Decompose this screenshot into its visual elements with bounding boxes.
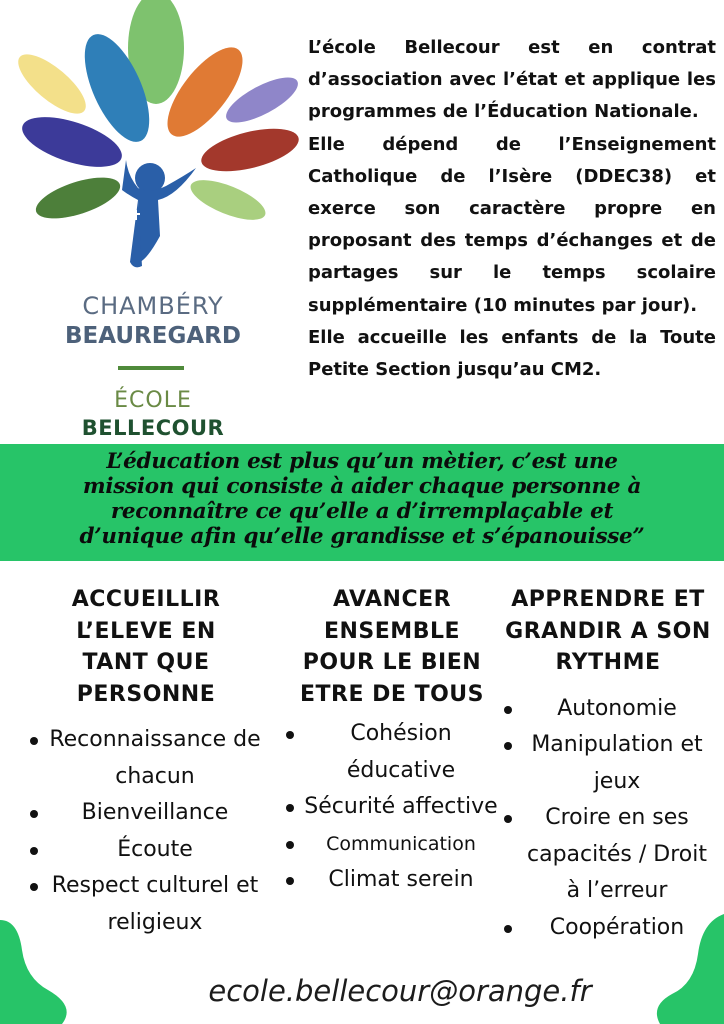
bullet-icon bbox=[504, 706, 512, 714]
column-title-line: PERSONNE bbox=[76, 681, 216, 707]
bullet-icon bbox=[30, 737, 38, 745]
list-item: Écoute bbox=[26, 832, 266, 869]
list-item: Manipulation et jeux bbox=[500, 727, 716, 800]
logo-city: CHAMBÉRY bbox=[82, 292, 224, 320]
bullet-icon bbox=[30, 883, 38, 891]
column-title-line: RYTHME bbox=[555, 650, 661, 675]
column-title-line: ETRE DE TOUS bbox=[299, 681, 485, 707]
decorative-blob-left-icon bbox=[0, 920, 80, 1024]
column-welcome bbox=[26, 584, 266, 941]
quote-line: L’éducation est plus qu’un mètier, c’est une bbox=[106, 449, 618, 474]
list-item: Respect culturel et religieux bbox=[26, 868, 266, 941]
quote-line: mission qui consiste à aider chaque personne à bbox=[82, 474, 642, 499]
column-title-line: AVANCER bbox=[332, 587, 452, 612]
decorative-blob-right-icon bbox=[650, 914, 724, 1024]
list-item: Communication bbox=[282, 826, 502, 863]
list-item: Bienveillance bbox=[26, 795, 266, 832]
quote-line: d’unique afin qu’elle grandisse et s’épanouisse” bbox=[79, 524, 645, 549]
list-item: Sécurité affective bbox=[282, 789, 502, 826]
list-item: Cohésion éducative bbox=[282, 716, 502, 789]
column-title bbox=[500, 584, 716, 679]
column-title bbox=[26, 584, 266, 710]
column-title-line: ACCUEILLIR bbox=[71, 587, 221, 612]
intro-paragraph-1: L’école Bellecour est en contrat d’association avec l’état et applique les programmes de l’Éducation Nationale. bbox=[308, 37, 716, 123]
column-title-line: GRANDIR A SON bbox=[505, 618, 711, 644]
intro-paragraph-3: Elle accueille les enfants de la Toute Petite Section jusqu’au CM2. bbox=[308, 326, 716, 381]
column-title-line: L’ELEVE EN bbox=[76, 618, 216, 644]
contact-email[interactable]: ecole.bellecour@orange.fr bbox=[208, 974, 592, 1008]
school-logo bbox=[0, 0, 300, 445]
mission-quote bbox=[10, 449, 714, 549]
bullet-icon bbox=[30, 847, 38, 855]
bullet-icon bbox=[286, 841, 294, 849]
bullet-icon bbox=[504, 925, 512, 933]
list-item: Climat serein bbox=[282, 862, 502, 899]
column-title-line: TANT QUE bbox=[82, 650, 210, 675]
bullet-icon bbox=[30, 810, 38, 818]
leaf-burst-child-logo-icon bbox=[0, 0, 300, 290]
list-item: Reconnaissance de chacun bbox=[26, 722, 266, 795]
list-item: Autonomie bbox=[500, 691, 716, 728]
logo-school-label: ÉCOLE bbox=[114, 388, 192, 413]
bullet-icon bbox=[286, 877, 294, 885]
column-list bbox=[500, 691, 716, 947]
column-together bbox=[282, 584, 502, 899]
bullet-icon bbox=[504, 742, 512, 750]
quote-line: reconnaître ce qu’elle a d’irremplaçable et bbox=[110, 499, 614, 524]
column-title bbox=[282, 584, 502, 710]
intro-text bbox=[308, 32, 716, 386]
column-list bbox=[26, 722, 266, 941]
column-title-line: ENSEMBLE bbox=[323, 618, 461, 644]
column-title-line: POUR LE BIEN bbox=[302, 650, 482, 675]
list-item: Coopération bbox=[500, 910, 716, 947]
list-item: Croire en ses capacités / Droit à l’erreur bbox=[500, 800, 716, 910]
bullet-icon bbox=[286, 731, 294, 739]
bullet-icon bbox=[286, 804, 294, 812]
logo-district: BEAUREGARD bbox=[65, 323, 241, 349]
bullet-icon bbox=[504, 815, 512, 823]
column-list bbox=[282, 716, 502, 899]
logo-divider bbox=[118, 366, 184, 370]
logo-school-name: BELLECOUR bbox=[81, 416, 225, 440]
column-learning bbox=[500, 584, 716, 946]
intro-paragraph-2: Elle dépend de l’Enseignement Catholique de l’Isère (DDEC38) et exerce son caractère propre en proposant des temps d’échanges et de partages sur le temps scolaire supplémentaire (10 minutes par jour). bbox=[308, 133, 716, 316]
column-title-line: APPRENDRE ET bbox=[511, 587, 705, 612]
